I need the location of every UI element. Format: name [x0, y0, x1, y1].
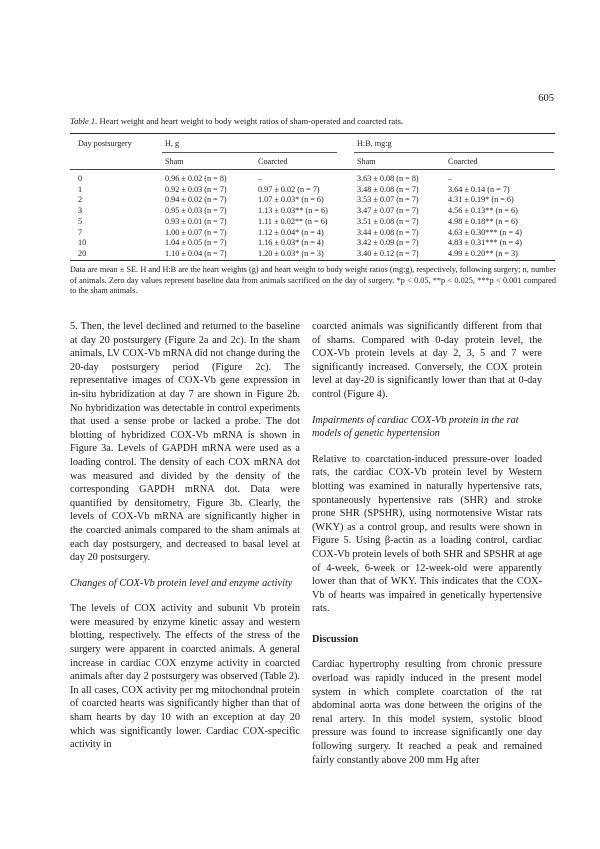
page-number: 605 [538, 93, 554, 104]
body-paragraph: The levels of COX activity and subunit Vb protein were measured by enzyme kinetic assay and western blotting, respectively. The effects of the stress of the surgery were apparent in coarcted animals. A general increase in cardiac COX enzyme activity in coarcted animals after day 2 postsurgery was observed (Table 2). In all cases, COX activity per mg mitochondnal protein of coarcted hearts was significantly higher than that of sham hearts by day 10 with an exception at day 20 which was significantly lower. Cardiac COX-specific activity in [70, 603, 300, 751]
table-cell-hb-coarcted: 4.31 ± 0.19* (n = 6) [448, 195, 514, 205]
section-heading-discussion: Discussion [312, 633, 359, 645]
body-paragraph: 5. Then, the level declined and returned to the baseline at day 20 postsurgery (Figure 2a and 2c). In the sham animals, LV COX-Vb mRNA did not change during the 20-day postsurgery period (Figure 2c). The representative images of COX-Vb gene expression in in-situ hybridization at day 7 are shown in Figure 2b. No hybridization was detectable in control experiments that used a sense probe or lacked a probe. The dot blotting of hybridized COX-Vb mRNA is shown in Figure 3a. Levels of GAPDH mRNA were used as a loading control. The density of each COX mRNA dot was measured and divided by the density of the corresponding GAPDH mRNA dot. Data were quantified by densitometry, Figure 3b. Clearly, the levels of COX-Vb mRNA are significantly higher in the coarcted animals compared to the sham animals at each day postsurgery, and decreased to basal level at day 20 postsurgery. [70, 321, 300, 564]
table-caption [70, 116, 540, 126]
header-h-sham: Sham [165, 157, 184, 166]
table-cell-h-coarcted: 1.07 ± 0.03* (n = 6) [258, 195, 324, 205]
header-h-coarcted: Coarcted [258, 157, 288, 166]
section-subheading: Changes of COX-Vb protein level and enzyme activity [70, 577, 293, 589]
table-row-day: 10 [78, 238, 87, 248]
table-bottom-rule [70, 260, 555, 261]
right-column [312, 320, 542, 767]
table-row-day: 20 [78, 248, 87, 258]
table-row-day: 5 [78, 216, 83, 226]
table-cell-hb-sham: 3.42 ± 0.09 (n = 7) [357, 238, 419, 248]
table-footnote: Data are mean ± SE. H and H:B are the heart weights (g) and heart weight to body weight ratios (mg:g), respectively, following surgery; n, number of animals. Zero day values represent baseline data from animals sacrificed on the day of surgery. *p < 0.05, **p < 0.025, ***p < 0.001 compared to the sham animals. [70, 265, 556, 296]
header-heart-body-ratio: H:B, mg:g [357, 139, 392, 148]
table-top-rule [70, 133, 555, 134]
table-cell-h-coarcted: 1.16 ± 0.03* (n = 4) [258, 238, 324, 248]
table-cell-hb-coarcted: 4.99 ± 0.20** (n = 3) [448, 248, 518, 258]
table-cell-hb-coarcted: 4.98 ± 0.18** (n = 6) [448, 216, 518, 226]
table-cell-hb-sham: 3.53 ± 0.07 (n = 7) [357, 195, 419, 205]
body-paragraph: Relative to coarctation-induced pressure-over loaded rats, the cardiac COX-Vb protein level by Western blotting was examined in naturally hypertensive rats, spontaneously hypertensive rats (SHR) and stroke prone SHR (SPSHR), using normotensive Wistar rats (WKY) as a control group, and results were shown in Figure 5. Using β-actin as a loading control, cardiac COX-Vb protein levels of both SHR and SPSHR at age of 4-week, 6-week or 12-week-old were apparently lower than that of WKY. This indicates that the COX-Vb of hearts was impaired in genetically hypertensive rats. [312, 453, 542, 615]
table-cell-h-coarcted: 1.12 ± 0.04* (n = 4) [258, 227, 324, 237]
table-cell-h-sham: 0.94 ± 0.02 (n = 7) [165, 195, 227, 205]
table-cell-hb-coarcted: 3.64 ± 0.14 (n = 7) [448, 184, 510, 194]
table-cell-h-coarcted: 1.11 ± 0.02** (n = 6) [258, 216, 328, 226]
header-group-rule-h [162, 152, 337, 153]
table-cell-h-sham: 0.92 ± 0.03 (n = 7) [165, 184, 227, 194]
table-cell-hb-sham: 3.44 ± 0.08 (n = 7) [357, 227, 419, 237]
table-caption-text: Heart weight and heart weight to body weight ratios of sham-operated and coarcted rats. [99, 116, 404, 126]
table-cell-hb-coarcted: 4.63 ± 0.30*** (n = 4) [448, 227, 522, 237]
table-cell-hb-sham: 3.40 ± 0.12 (n = 7) [357, 248, 419, 258]
table-cell-h-sham: 0.93 ± 0.01 (n = 7) [165, 216, 227, 226]
body-paragraph: coarcted animals was significantly different from that of shams. Compared with 0-day protein level, the COX-Vb protein levels at day 2, 3, 5 and 7 were significantly increased. Conversely, the COX protein level at day-20 is significantly lower than that at 0-day control (Figure 4). [312, 321, 542, 400]
table-cell-hb-coarcted: – [448, 174, 453, 183]
table-caption-label: Table 1. [70, 116, 98, 126]
table-row-day: 1 [78, 184, 83, 194]
table-cell-h-sham: 1.00 ± 0.07 (n = 7) [165, 227, 227, 237]
table-cell-hb-coarcted: 4.83 ± 0.31*** (n = 4) [448, 238, 522, 248]
table-row-day: 7 [78, 227, 83, 237]
table-cell-h-coarcted: – [258, 174, 263, 183]
table-cell-h-coarcted: 1.20 ± 0.03* (n = 3) [258, 248, 324, 258]
table-cell-h-coarcted: 0.97 ± 0.02 (n = 7) [258, 184, 320, 194]
table-cell-hb-sham: 3.48 ± 0.08 (n = 7) [357, 184, 419, 194]
header-day-postsurgery: Day postsurgery [78, 139, 132, 148]
section-subheading: Impairments of cardiac COX-Vb protein in the rat models of genetic hypertension [312, 414, 519, 440]
header-heart-weight: H, g [165, 139, 180, 148]
left-column [70, 320, 300, 752]
table-cell-h-coarcted: 1.13 ± 0.03** (n = 6) [258, 206, 328, 216]
table-cell-hb-sham: 3.51 ± 0.08 (n = 7) [357, 216, 419, 226]
header-hb-coarcted: Coarcted [448, 157, 478, 166]
body-paragraph: Cardiac hypertrophy resulting from chronic pressure overload was rapidly induced in the present model system in which complete coarctation of the rat abdominal aorta was done between the origins of the renal artery. In this model system, systolic blood pressure was found to increase significantly one day following surgery. It reached a peak and remained fairly constantly above 200 mm Hg after [312, 659, 542, 766]
table-row-day: 0 [78, 174, 83, 183]
header-bottom-rule [70, 169, 555, 170]
table-cell-h-sham: 0.95 ± 0.03 (n = 7) [165, 206, 227, 216]
header-hb-sham: Sham [357, 157, 376, 166]
table-cell-hb-sham: 3.63 ± 0.08 (n = 8) [357, 174, 419, 183]
table-cell-h-sham: 1.10 ± 0.04 (n = 7) [165, 248, 227, 258]
table-row-day: 2 [78, 195, 83, 205]
header-group-rule-hb [354, 152, 554, 153]
table-cell-hb-sham: 3.47 ± 0.07 (n = 7) [357, 206, 419, 216]
table-cell-h-sham: 1.04 ± 0.05 (n = 7) [165, 238, 227, 248]
table-cell-hb-coarcted: 4.56 ± 0.13** (n = 6) [448, 206, 518, 216]
table-cell-h-sham: 0.96 ± 0.02 (n = 8) [165, 174, 227, 183]
table-row-day: 3 [78, 206, 83, 216]
